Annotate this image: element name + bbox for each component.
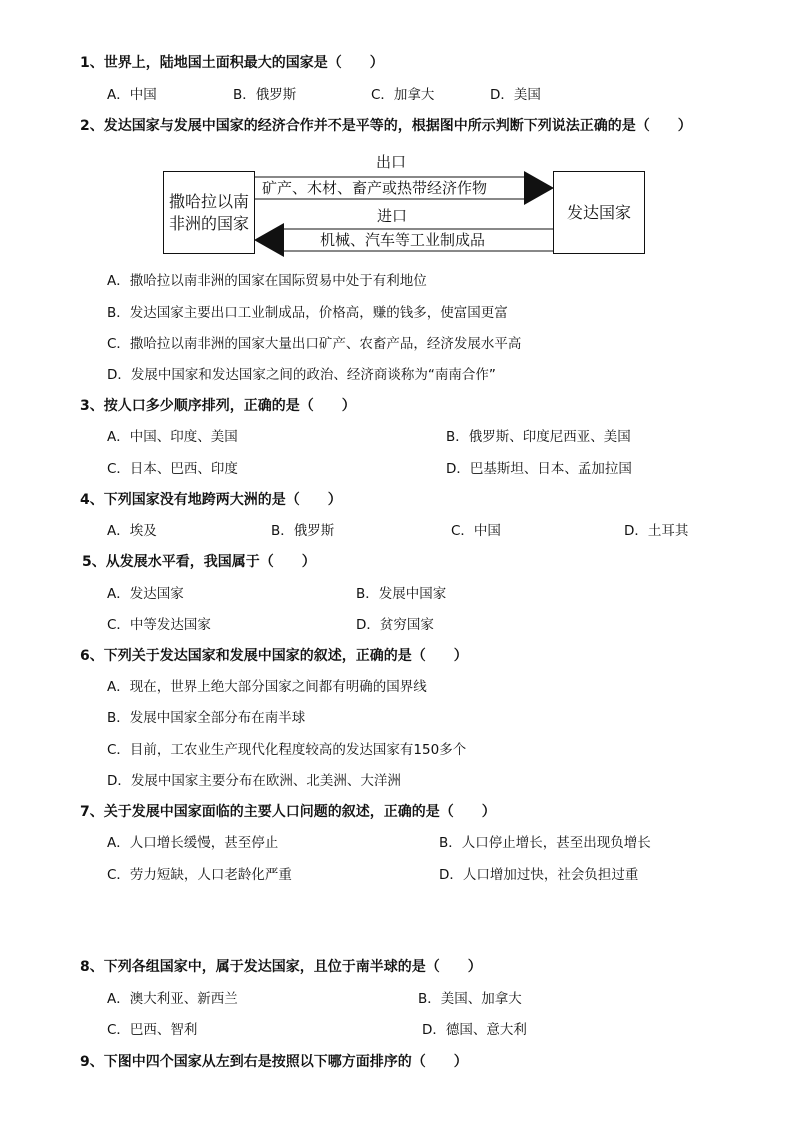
question-1-stem: 1、世界上，陆地国土面积最大的国家是（ ） — [80, 55, 384, 71]
question-3-option-a[interactable]: A．中国、印度、美国 — [107, 429, 238, 445]
question-6-option-d[interactable]: D．发展中国家主要分布在欧洲、北美洲、大洋洲 — [107, 773, 401, 789]
question-1-option-b[interactable]: B．俄罗斯 — [233, 87, 297, 103]
question-8-option-c[interactable]: C．巴西、智利 — [107, 1022, 198, 1038]
question-2-stem: 2、发达国家与发展中国家的经济合作并不是平等的，根据图中所示判断下列说法正确的是（ ） — [80, 118, 692, 134]
question-4-option-c[interactable]: C．中国 — [451, 523, 501, 539]
import-arrow-head — [254, 223, 284, 257]
question-3-stem: 3、按人口多少顺序排列，正确的是（ ） — [80, 398, 356, 414]
question-7-option-d[interactable]: D．人口增加过快，社会负担过重 — [439, 867, 639, 883]
question-9-stem: 9、下图中四个国家从左到右是按照以下哪方面排序的（ ） — [80, 1054, 468, 1070]
question-8-option-a[interactable]: A．澳大利亚、新西兰 — [107, 991, 238, 1007]
developing-box-line-1: 撒哈拉以南 — [168, 191, 249, 211]
question-7-option-a[interactable]: A．人口增长缓慢，甚至停止 — [107, 835, 279, 851]
question-7-option-b[interactable]: B．人口停止增长，甚至出现负增长 — [439, 835, 651, 851]
question-8-option-d[interactable]: D．德国、意大利 — [422, 1022, 527, 1038]
question-6-option-c[interactable]: C．目前，工农业生产现代化程度较高的发达国家有150多个 — [107, 742, 467, 758]
question-1-option-a[interactable]: A．中国 — [107, 87, 157, 103]
question-1-option-d[interactable]: D．美国 — [490, 87, 541, 103]
question-3-option-c[interactable]: C．日本、巴西、印度 — [107, 461, 238, 477]
question-8-stem: 8、下列各组国家中，属于发达国家，且位于南半球的是（ ） — [80, 959, 482, 975]
developing-box-line-2: 非洲的国家 — [168, 213, 249, 233]
question-3-option-b[interactable]: B．俄罗斯、印度尼西亚、美国 — [446, 429, 631, 445]
question-5-option-d[interactable]: D．贫穷国家 — [356, 617, 434, 633]
question-2-option-a[interactable]: A．撒哈拉以南非洲的国家在国际贸易中处于有利地位 — [107, 273, 427, 289]
question-6-option-b[interactable]: B．发展中国家全部分布在南半球 — [107, 710, 306, 726]
question-4-option-a[interactable]: A．埃及 — [107, 523, 157, 539]
import-goods-label: 机械、汽车等工业制成品 — [320, 231, 486, 249]
question-2-option-c[interactable]: C．撒哈拉以南非洲的国家大量出口矿产、农畜产品，经济发展水平高 — [107, 336, 522, 352]
developed-country-box: 发达国家 — [553, 171, 645, 254]
question-7-stem: 7、关于发展中国家面临的主要人口问题的叙述，正确的是（ ） — [80, 804, 496, 820]
question-3-option-d[interactable]: D．巴基斯坦、日本、孟加拉国 — [446, 461, 632, 477]
question-4-option-b[interactable]: B．俄罗斯 — [271, 523, 335, 539]
import-label: 进口 — [377, 207, 408, 225]
question-1-option-c[interactable]: C．加拿大 — [371, 87, 435, 103]
question-6-stem: 6、下列关于发达国家和发展中国家的叙述，正确的是（ ） — [80, 648, 468, 664]
question-5-option-a[interactable]: A．发达国家 — [107, 586, 184, 602]
question-6-option-a[interactable]: A．现在，世界上绝大部分国家之间都有明确的国界线 — [107, 679, 427, 695]
export-goods-label: 矿产、木材、畜产或热带经济作物 — [262, 179, 488, 197]
question-2-option-d[interactable]: D．发展中国家和发达国家之间的政治、经济商谈称为“南南合作” — [107, 367, 496, 383]
export-label: 出口 — [376, 153, 407, 171]
export-arrow-head — [524, 171, 554, 205]
question-5-option-c[interactable]: C．中等发达国家 — [107, 617, 211, 633]
question-5-option-b[interactable]: B．发展中国家 — [356, 586, 447, 602]
question-5-stem: 5、从发展水平看，我国属于（ ） — [82, 554, 316, 570]
question-2-option-b[interactable]: B．发达国家主要出口工业制成品，价格高，赚的钱多，使富国更富 — [107, 305, 508, 321]
trade-arrows — [0, 0, 794, 300]
question-4-stem: 4、下列国家没有地跨两大洲的是（ ） — [80, 492, 342, 508]
question-4-option-d[interactable]: D．土耳其 — [624, 523, 689, 539]
question-8-option-b[interactable]: B．美国、加拿大 — [418, 991, 522, 1007]
question-7-option-c[interactable]: C．劳力短缺，人口老龄化严重 — [107, 867, 292, 883]
